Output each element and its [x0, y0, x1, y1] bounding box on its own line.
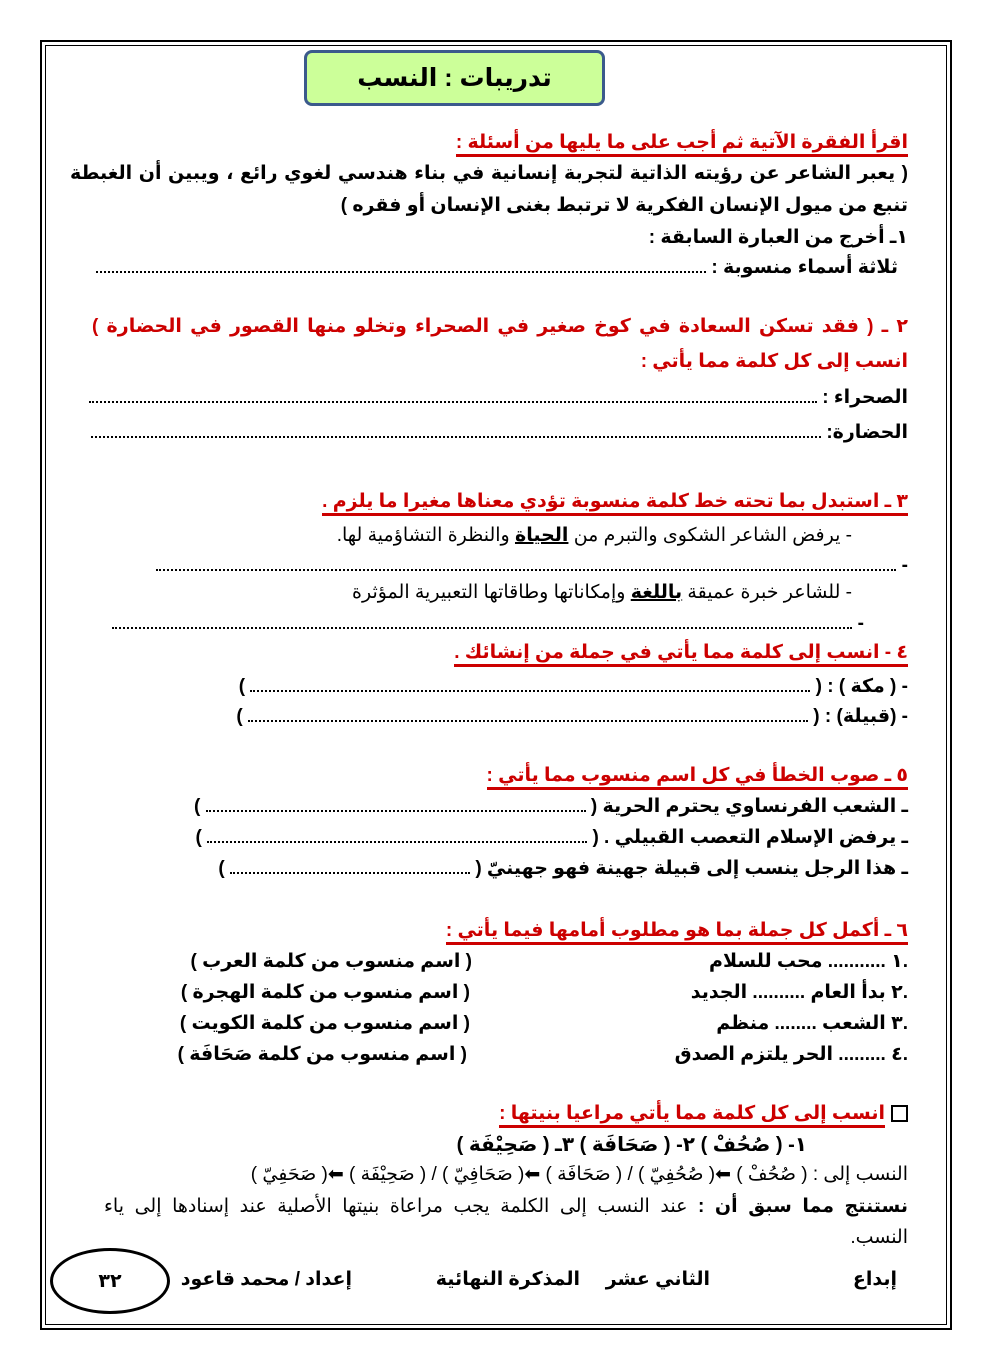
intro-heading	[456, 131, 908, 155]
checkbox-icon	[891, 1105, 908, 1122]
answer-line[interactable]	[156, 555, 896, 571]
question-6-sentence: .٣ الشعب ........ منظم	[716, 1013, 908, 1034]
question-5-heading-text: ٥ ـ صوب الخطأ في كل اسم منسوب مما يأتي :	[487, 765, 908, 790]
question-5-item	[218, 857, 908, 881]
question-3-sentence-1	[337, 524, 852, 548]
sentence-text: وإمكاناتها وطاقاتها التعبيرية المؤثرة	[352, 582, 631, 603]
question-2-item	[89, 386, 908, 410]
item-label: ـ يرفض الإسلام التعصب القبيلي . (	[592, 827, 908, 848]
item-label: ـ هذا الرجل ينسب إلى قبيلة جهينة فهو جهينيّ (	[475, 858, 908, 879]
question-3-answer-2	[112, 612, 864, 636]
bullet: -	[857, 613, 864, 634]
answer-line[interactable]	[96, 257, 706, 273]
question-1-item-label: ثلاثة أسماء منسوبة :	[711, 257, 898, 278]
answer-line[interactable]	[91, 422, 821, 438]
item-label: الحضارة:	[826, 422, 908, 443]
rule-conclusion	[104, 1195, 908, 1219]
question-6-sentence: .٤ ......... الحر يلتزم الصدق	[674, 1044, 908, 1065]
answer-line[interactable]	[207, 827, 587, 843]
question-6-hint: ( اسم منسوب من كلمة الكويت )	[179, 1013, 470, 1034]
item-label: الصحراء :	[822, 387, 908, 408]
question-4-heading	[454, 641, 908, 665]
question-4-heading-text: ٤ - انسب إلى كلمة مما يأتي في جملة من إنشائك .	[454, 642, 908, 667]
footer-brand: إبداع	[852, 1269, 897, 1290]
question-3-heading	[322, 490, 908, 514]
rule-heading-text: انسب إلى كل كلمة مما يأتي مراعيا بنيتها :	[499, 1103, 885, 1128]
answer-line[interactable]	[230, 858, 470, 874]
conclusion-text: عند النسب إلى الكلمة يجب مراعاة بنيتها الأصلية عند إسنادها إلى ياء	[104, 1196, 698, 1217]
underlined-word: باللغة	[630, 582, 683, 603]
answer-line[interactable]	[248, 706, 808, 722]
question-6-hint: ( اسم منسوب من كلمة الهجرة )	[180, 982, 470, 1003]
question-2-instruction: انسب إلى كل كلمة مما يأتي :	[640, 351, 908, 372]
question-6-sentence: .٢ بدأ العام .......... الجديد	[690, 982, 908, 1003]
page-number: ٣٢	[98, 1270, 122, 1292]
question-6-hint: ( اسم منسوب من كلمة العرب )	[190, 951, 472, 972]
answer-line[interactable]	[89, 387, 817, 403]
intro-heading-text: اقرأ الفقرة الآتية ثم أجب على ما يليها من أسئلة :	[456, 132, 908, 157]
answer-line[interactable]	[112, 613, 852, 629]
bullet: -	[901, 555, 908, 576]
item-label: - ( مكة ) : (	[815, 676, 908, 697]
question-3-heading-text: ٣ ـ استبدل بما تحته خط كلمة منسوبة تؤدي معناها مغيرا ما يلزم .	[322, 491, 908, 516]
page-number-badge	[50, 1248, 170, 1314]
question-1: ١ـ أخرج من العبارة السابقة :	[648, 227, 908, 248]
page-title	[304, 50, 605, 106]
question-6-sentence: .١ ........... محب للسلام	[709, 951, 908, 972]
question-6-hint: ( اسم منسوب من كلمة صَحَافَة )	[177, 1044, 467, 1065]
question-1-item	[96, 256, 898, 280]
answer-line[interactable]	[250, 676, 810, 692]
footer-book: المذكرة النهائية	[435, 1269, 580, 1290]
sentence-text: - للشاعر خبرة عميقة	[682, 582, 852, 603]
answer-line[interactable]	[206, 796, 586, 812]
question-5-item	[196, 826, 908, 850]
rule-heading	[499, 1102, 908, 1126]
sentence-text: والنظرة التشاؤمية لها.	[336, 525, 515, 546]
rule-answer: النسب إلى : ( صُحُفْ ) ⬅( صُحُفِيّ ) / ( صَحَافَة ) ⬅( صَحَافِيّ ) / ( صَحِيْفَة ) ⬅( صَحَفِيّ )	[250, 1164, 908, 1185]
close-paren: )	[218, 858, 225, 879]
close-paren: )	[236, 706, 243, 727]
close-paren: )	[195, 827, 202, 848]
conclusion-label: نستنتج مما سبق أن :	[697, 1196, 908, 1217]
passage-line-1: ( يعبر الشاعر عن رؤيته الذاتية لتجربة إنسانية في بناء هندسي لغوي رائع ، ويبين أن الغبطة	[70, 163, 908, 184]
question-4-item	[239, 675, 908, 699]
item-label: - (قبيلة) : (	[813, 706, 908, 727]
question-3-answer-1	[156, 554, 908, 578]
page-title-text: تدريبات : النسب	[357, 64, 552, 92]
underlined-word: الحياة	[514, 525, 569, 546]
close-paren: )	[193, 796, 201, 817]
close-paren: )	[238, 676, 246, 697]
question-5-heading	[487, 764, 908, 788]
footer-grade: الثاني عشر	[605, 1269, 710, 1290]
question-2-item	[91, 421, 908, 445]
question-2-heading: ٢ ـ ( فقد تسكن السعادة في كوخ صغير في الصحراء وتخلو منها القصور في الحضارة )	[92, 316, 908, 337]
question-3-sentence-2	[352, 581, 852, 605]
question-6-heading-text: ٦ ـ أكمل كل جملة بما هو مطلوب أمامها فيما يأتي :	[446, 920, 908, 945]
rule-words: ١- ( صُحُفْ ) ٢- ( صَحَافَة ) ٣ـ ( صَحِيْفَة )	[456, 1134, 807, 1156]
passage-line-2: تنبع من ميول الإنسان الفكرية لا ترتبط بغنى الإنسان أو فقره )	[340, 195, 908, 216]
question-6-heading	[446, 919, 908, 943]
question-5-item	[194, 795, 908, 819]
question-4-item	[236, 705, 908, 729]
footer-author: إعداد / محمد قاعود	[180, 1269, 352, 1290]
rule-conclusion-end: النسب.	[850, 1227, 908, 1248]
item-label: ـ الشعب الفرنساوي يحترم الحرية (	[590, 796, 908, 817]
sentence-text: - يرفض الشاعر الشكوى والتبرم من	[568, 525, 852, 546]
